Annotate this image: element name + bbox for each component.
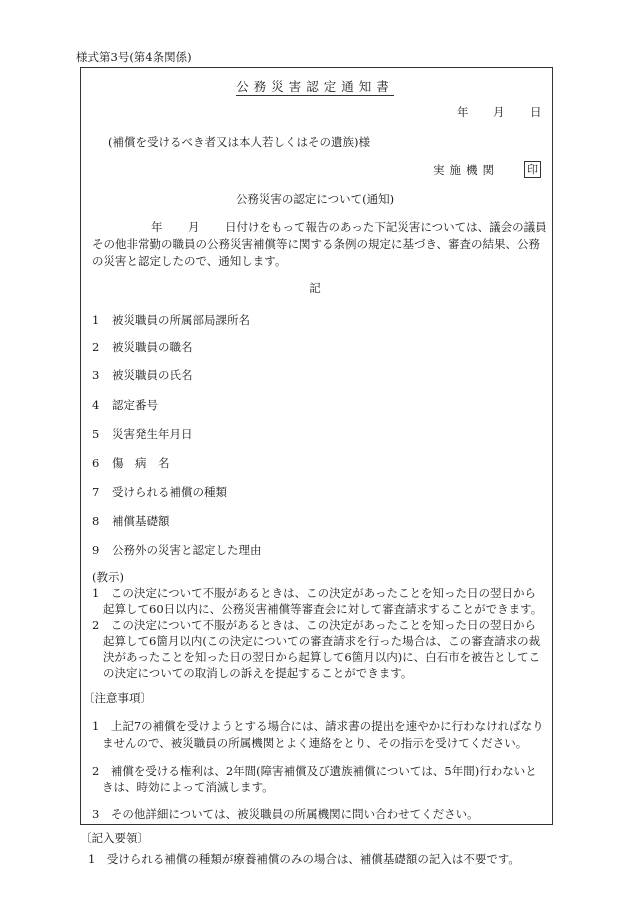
body-year: 年: [151, 220, 163, 234]
addressee: (補償を受けるべき者又は本人若しくはその遺族)様: [108, 135, 370, 149]
item-4: 4 認定番号: [92, 398, 158, 412]
item-9: 9 公務外の災害と認定した理由: [92, 543, 262, 557]
instructions-heading: (教示): [92, 570, 124, 584]
item-6: 6 傷 病 名: [92, 456, 170, 470]
item-8: 8 補償基礎額: [92, 514, 170, 528]
body-line-1: 日付けをもって報告のあった下記災害については、議会の議員: [225, 220, 547, 234]
guide-heading: 〔記入要領〕: [80, 831, 149, 845]
item-2: 2 被災職員の職名: [92, 340, 193, 354]
issuing-agency: 実施機関: [433, 163, 499, 177]
caution-3: 3 その他詳細については、被災職員の所属機関に問い合わせてください。: [92, 807, 479, 821]
instruction-1-line-1: 1 この決定について不服があるときは、この決定があったことを知った日の翌日から: [92, 586, 536, 600]
item-5: 5 災害発生年月日: [92, 427, 193, 441]
item-1: 1 被災職員の所属部局課所名: [92, 313, 250, 327]
date-day: 日: [530, 105, 542, 119]
instruction-2-line-3: 決があったことを知った日の翌日から起算して6箇月以内)に、白石市を被告としてこ: [103, 650, 541, 664]
body-line-3: の災害と認定したので、通知します。: [92, 254, 287, 268]
cautions-heading: 〔注意事項〕: [83, 691, 152, 705]
instruction-2-line-2: 起算して6箇月以内(この決定についての審査請求を行った場合は、この審査請求の裁: [103, 634, 541, 648]
item-3: 3 被災職員の氏名: [92, 368, 193, 382]
date-year: 年: [457, 105, 469, 119]
seal-mark: 印: [524, 161, 541, 178]
document-frame: [80, 67, 553, 825]
caution-2-line-2: きは、時効によって消滅します。: [102, 780, 274, 794]
caution-1-line-2: ませんので、被災職員の所属機関とよく連絡をとり、その指示を受けてください。: [102, 736, 528, 750]
notice-subject: 公務災害の認定について(通知): [235, 192, 395, 206]
instruction-1-line-2: 起算して60日以内に、公務災害補償等審査会に対して審査請求することができます。: [103, 602, 543, 616]
document-title: 公務災害認定通知書: [236, 79, 394, 94]
guide-1: 1 受けられる補償の種類が療養補償のみの場合は、補償基礎額の記入は不要です。: [88, 852, 520, 866]
body-line-2: その他非常勤の職員の公務災害補償等に関する条例の規定に基づき、審査の結果、公務: [92, 237, 541, 251]
ki-heading: 記: [309, 281, 321, 295]
body-month: 月: [188, 220, 200, 234]
instruction-2-line-4: の決定についての取消しの訴えを提起することができます。: [103, 666, 413, 680]
form-number-label: 様式第3号(第4条関係): [76, 50, 192, 64]
instruction-2-line-1: 2 この決定について不服があるときは、この決定があったことを知った日の翌日から: [92, 618, 536, 632]
caution-2-line-1: 2 補償を受ける権利は、2年間(障害補償及び遺族補償については、5年間)行わないと: [92, 764, 537, 778]
date-month: 月: [493, 105, 505, 119]
caution-1-line-1: 1 上記7の補償を受けようとする場合には、請求書の提出を速やかに行わなければなり: [92, 719, 544, 733]
item-7: 7 受けられる補償の種類: [92, 485, 227, 499]
